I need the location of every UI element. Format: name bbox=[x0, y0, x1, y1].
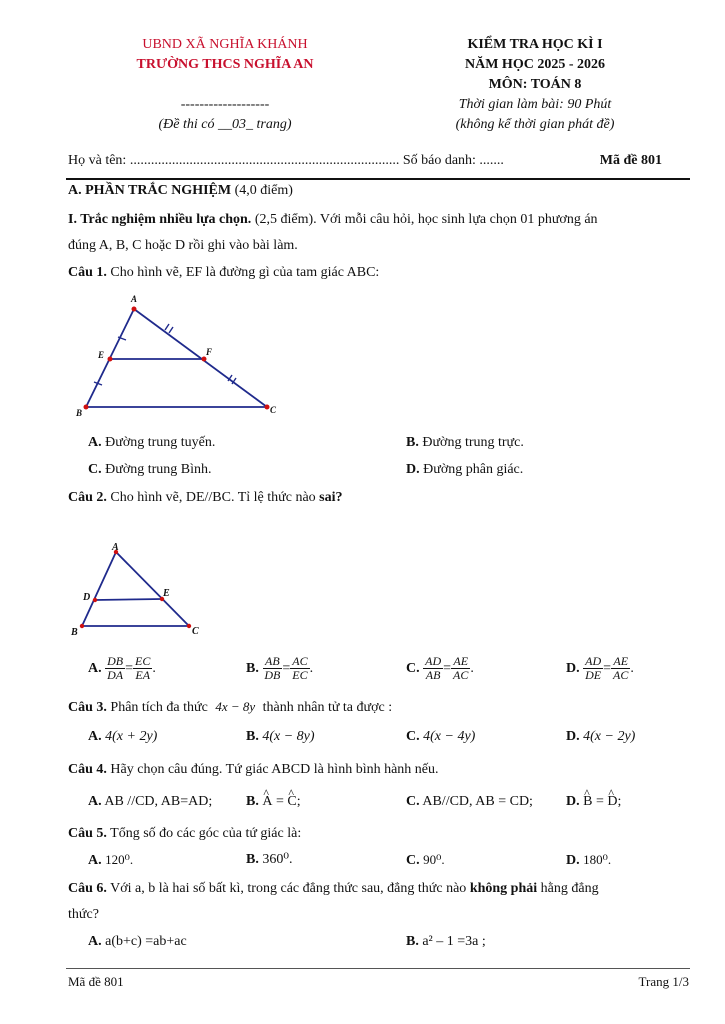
q5-b-text: 360⁰. bbox=[262, 852, 293, 867]
q3-option-c[interactable] bbox=[406, 727, 475, 747]
footer-page: Trang 1/3 bbox=[638, 974, 689, 989]
q6-emph: không phải bbox=[469, 881, 538, 896]
q6-line2: thức? bbox=[68, 907, 99, 922]
pages-note: (Đề thi có __03_ trang) bbox=[158, 117, 292, 132]
school-year: NĂM HỌC 2025 - 2026 bbox=[465, 57, 605, 72]
section-a-points: (4,0 điểm) bbox=[234, 183, 293, 198]
q6-option-a[interactable] bbox=[88, 932, 187, 952]
q1-b-text: Đường trung trực. bbox=[422, 435, 524, 450]
q4-c-text: AB//CD, AB = CD; bbox=[422, 794, 533, 809]
q1-label-c: C bbox=[270, 405, 277, 415]
q1-point-e bbox=[108, 357, 113, 362]
header-left-lower bbox=[110, 95, 340, 135]
q1-label-f: F bbox=[206, 347, 213, 357]
q4-option-c[interactable] bbox=[406, 792, 533, 812]
q2-d-num1: AD bbox=[585, 654, 602, 669]
q2-c-num1: AD bbox=[425, 654, 442, 669]
q3-option-b[interactable] bbox=[246, 727, 315, 747]
q2-c-key: C. bbox=[406, 661, 420, 676]
footer-code: Mã đề 801 bbox=[68, 974, 124, 989]
q2-b-frac2 bbox=[290, 655, 309, 682]
q2-a-den1: DA bbox=[107, 668, 124, 683]
q3-c-text: 4(x − 4y) bbox=[423, 729, 476, 744]
q5-d-key: D. bbox=[566, 853, 580, 868]
q1-option-a[interactable] bbox=[88, 433, 215, 453]
id-label: Số báo danh: ....... bbox=[402, 153, 504, 168]
q2-option-a[interactable]: A. $\frac{DB}{DA}$ = $\frac{EC}{EA}$ . bbox=[88, 654, 156, 683]
q2-a-key: A. bbox=[88, 661, 102, 676]
q2-b-frac1 bbox=[262, 655, 282, 682]
q2-option-b[interactable]: B. $\frac{AB}{DB}$ = $\frac{AC}{EC}$ . bbox=[246, 654, 314, 683]
q2-d-num2: AE bbox=[613, 654, 629, 669]
q4-a-key: A. bbox=[88, 794, 102, 809]
q4-d-angle-b: ^ B bbox=[583, 792, 592, 812]
part1-title: I. Trắc nghiệm nhiều lựa chọn. bbox=[68, 212, 252, 227]
q6-b-text: a² – 1 =3a ; bbox=[422, 934, 486, 949]
q2-option-c[interactable]: C. $\frac{AD}{AB}$ = $\frac{AE}{AC}$ . bbox=[406, 654, 474, 683]
q2-label-e: E bbox=[163, 588, 170, 599]
footer-divider bbox=[66, 968, 690, 969]
header-divider bbox=[66, 178, 690, 180]
q1-option-d[interactable] bbox=[406, 460, 523, 480]
q1-c-key: C. bbox=[88, 462, 102, 477]
student-info-line bbox=[68, 151, 690, 171]
q4-d-equals: = bbox=[595, 794, 604, 809]
school-name: TRƯỜNG THCS NGHĨA AN bbox=[136, 57, 314, 72]
q2-a-num1: DB bbox=[107, 654, 124, 669]
q1-label-a: A bbox=[131, 294, 138, 304]
q2-option-d[interactable]: D. $\frac{AD}{DE}$ = $\frac{AE}{AC}$ . bbox=[566, 654, 634, 683]
q1-c-text: Đường trung Bình. bbox=[105, 462, 212, 477]
q1-option-b[interactable] bbox=[406, 433, 524, 453]
q4-text: Hãy chọn câu đúng. Tứ giác ABCD là hình bình hành nếu. bbox=[110, 762, 439, 777]
q2-a-frac1 bbox=[105, 655, 125, 682]
q2-point-c bbox=[187, 624, 191, 628]
q1-text: Cho hình vẽ, EF là đường gì của tam giác ABC: bbox=[110, 265, 380, 280]
q2-d-frac1 bbox=[583, 655, 603, 682]
q1-line bbox=[68, 263, 690, 283]
q1-side-ac bbox=[134, 309, 267, 407]
q1-option-c[interactable] bbox=[88, 460, 212, 480]
q2-side-ab bbox=[82, 552, 116, 626]
q5-c-key: C. bbox=[406, 853, 420, 868]
q4-d-end: ; bbox=[617, 794, 622, 809]
q2-a-frac2 bbox=[133, 655, 152, 682]
q3-a-key: A. bbox=[88, 729, 102, 744]
q4-b-angle-c: ^ C bbox=[287, 792, 296, 812]
q3-c-key: C. bbox=[406, 729, 420, 744]
q2-b-den2: EC bbox=[292, 668, 308, 683]
header-left bbox=[110, 35, 340, 75]
q2-text: Cho hình vẽ, DE//BC. Tỉ lệ thức nào bbox=[110, 490, 316, 505]
q5-b-key: B. bbox=[246, 852, 259, 867]
exam-code: Mã đề 801 bbox=[599, 153, 662, 168]
q5-a-text: 120⁰. bbox=[105, 852, 134, 867]
time-note: (không kể thời gian phát đề) bbox=[455, 117, 615, 132]
q4-label: Câu 4. bbox=[68, 762, 107, 777]
q4-b-key: B. bbox=[246, 794, 259, 809]
q4-d-key: D. bbox=[566, 794, 580, 809]
q4-c-key: C. bbox=[406, 794, 420, 809]
q4-b-angle-a: ^ A bbox=[262, 792, 272, 812]
q3-b-text: 4(x − 8y) bbox=[262, 729, 315, 744]
q1-b-key: B. bbox=[406, 435, 419, 450]
q2-point-d bbox=[93, 598, 97, 602]
q4-option-a[interactable] bbox=[88, 792, 212, 812]
q6-a-key: A. bbox=[88, 934, 102, 949]
q6-text-end: hằng đẳng bbox=[540, 881, 599, 896]
q2-line bbox=[68, 488, 690, 508]
q5-option-a[interactable] bbox=[88, 850, 133, 871]
part1-line bbox=[68, 210, 690, 230]
subject: MÔN: TOÁN 8 bbox=[488, 77, 582, 92]
q4-d-angle-d: ^ D bbox=[607, 792, 617, 812]
q1-d-key: D. bbox=[406, 462, 420, 477]
q2-a-den2: EA bbox=[135, 668, 151, 683]
q2-label: Câu 2. bbox=[68, 490, 107, 505]
q6-a-text: a(b+c) =ab+ac bbox=[105, 934, 187, 949]
q3-b-key: B. bbox=[246, 729, 259, 744]
q1-d-text: Đường phân giác. bbox=[423, 462, 524, 477]
q4-option-d[interactable] bbox=[566, 792, 621, 812]
q1-point-b bbox=[84, 405, 89, 410]
header-right bbox=[420, 35, 650, 135]
q1-a-key: A. bbox=[88, 435, 102, 450]
q3-option-a[interactable] bbox=[88, 727, 157, 747]
q1-triangle-figure bbox=[70, 292, 290, 422]
q2-c-den2: AC bbox=[453, 668, 469, 683]
q2-c-num2: AE bbox=[453, 654, 469, 669]
time-limit: Thời gian làm bài: 90 Phút bbox=[458, 97, 612, 112]
header-dashes: ------------------- bbox=[180, 97, 270, 112]
q2-b-num2: AC bbox=[292, 654, 308, 669]
q2-d-den1: DE bbox=[585, 668, 602, 683]
q5-option-d[interactable] bbox=[566, 850, 611, 871]
q2-c-frac1 bbox=[423, 655, 443, 682]
q2-d-key: D. bbox=[566, 661, 580, 676]
q5-c-text: 90⁰. bbox=[423, 852, 445, 867]
q1-a-text: Đường trung tuyến. bbox=[105, 435, 216, 450]
q3-expression: 4x − 8y bbox=[215, 699, 256, 714]
q2-emph: sai? bbox=[319, 490, 343, 505]
q5-d-text: 180⁰. bbox=[583, 852, 612, 867]
q5-option-b[interactable] bbox=[246, 850, 292, 870]
q4-line bbox=[68, 760, 690, 780]
q1-label-e: E bbox=[98, 350, 105, 360]
q5-text: Tổng số đo các góc của tứ giác là: bbox=[110, 826, 302, 841]
q5-a-key: A. bbox=[88, 853, 102, 868]
q5-label: Câu 5. bbox=[68, 826, 107, 841]
q4-b-equals: = bbox=[275, 794, 284, 809]
name-label: Họ và tên: ............................................................................. bbox=[68, 153, 400, 168]
q3-d-text: 4(x − 2y) bbox=[583, 729, 636, 744]
q1-tick-af2 bbox=[169, 327, 173, 333]
q2-c-den1: AB bbox=[425, 668, 441, 683]
exam-title: KIỂM TRA HỌC KÌ I bbox=[467, 37, 603, 52]
part1-line2: đúng A, B, C hoặc D rồi ghi vào bài làm. bbox=[68, 238, 298, 253]
q6-line bbox=[68, 879, 690, 899]
q2-b-key: B. bbox=[246, 661, 259, 676]
q2-a-num2: EC bbox=[135, 654, 151, 669]
q2-segment-de bbox=[95, 599, 162, 600]
q3-text: Phân tích đa thức bbox=[110, 700, 208, 715]
q1-point-a bbox=[132, 307, 137, 312]
q1-tick-af1 bbox=[165, 324, 169, 330]
q6-b-key: B. bbox=[406, 934, 419, 949]
q5-line bbox=[68, 824, 690, 844]
q1-label: Câu 1. bbox=[68, 265, 107, 280]
authority-name: UBND XÃ NGHĨA KHÁNH bbox=[142, 37, 308, 52]
q4-b-end: ; bbox=[296, 794, 301, 809]
q2-d-frac2 bbox=[611, 655, 630, 682]
q2-label-d: D bbox=[83, 592, 91, 603]
q3-label: Câu 3. bbox=[68, 700, 107, 715]
q3-a-text: 4(x + 2y) bbox=[105, 729, 158, 744]
q6-label: Câu 6. bbox=[68, 881, 107, 896]
q3-option-d[interactable] bbox=[566, 727, 635, 747]
q3-line bbox=[68, 697, 690, 718]
q6-text: Với a, b là hai số bất kì, trong các đẳng thức sau, đẳng thức nào bbox=[110, 881, 467, 896]
q2-triangle-figure bbox=[68, 540, 218, 640]
q2-label-b: B bbox=[71, 627, 78, 638]
q1-point-f bbox=[202, 357, 207, 362]
q2-c-frac2 bbox=[451, 655, 470, 682]
section-a-title bbox=[68, 181, 690, 201]
q2-label-a: A bbox=[112, 542, 119, 553]
q3-d-key: D. bbox=[566, 729, 580, 744]
q2-b-num1: AB bbox=[265, 654, 280, 669]
q3-text2: thành nhân tử ta được : bbox=[262, 700, 393, 715]
q1-point-c bbox=[265, 405, 270, 410]
q2-d-den2: AC bbox=[613, 668, 629, 683]
q1-label-b: B bbox=[76, 408, 83, 418]
part1-text: (2,5 điểm). Với mỗi câu hỏi, học sinh lựa chọn 01 phương án bbox=[254, 212, 598, 227]
q2-b-den1: DB bbox=[264, 668, 281, 683]
q5-option-c[interactable] bbox=[406, 850, 445, 871]
q2-side-ac bbox=[116, 552, 189, 626]
q4-option-b[interactable] bbox=[246, 792, 301, 812]
q6-option-b[interactable] bbox=[406, 932, 486, 952]
q2-point-b bbox=[80, 624, 84, 628]
q4-a-text: AB //CD, AB=AD; bbox=[104, 794, 213, 809]
section-a-heading: A. PHẦN TRẮC NGHIỆM bbox=[68, 183, 232, 198]
q2-label-c: C bbox=[192, 626, 199, 637]
